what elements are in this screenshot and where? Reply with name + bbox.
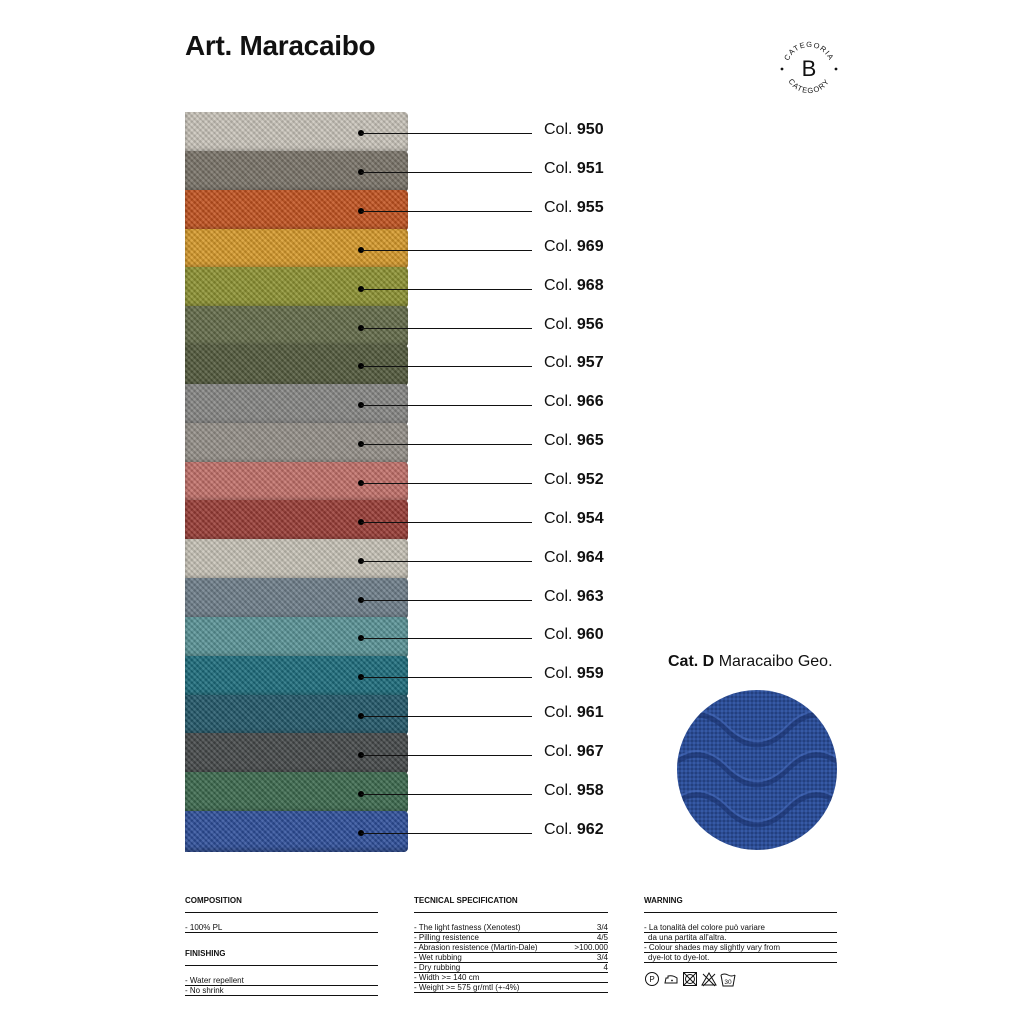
wash-30-icon	[720, 971, 736, 987]
fabric-swatch	[185, 695, 408, 736]
fabric-swatch	[185, 733, 408, 774]
leader-line	[361, 366, 532, 367]
cat-d-bold: Cat. D	[668, 653, 715, 670]
leader-line	[361, 522, 532, 523]
leader-line	[361, 483, 532, 484]
warning-line: - Colour shades may slightly vary from	[644, 943, 837, 953]
no-bleach-icon	[701, 971, 717, 987]
technical-row: - Pilling resistence 4/5	[414, 933, 608, 942]
fabric-swatch	[185, 500, 408, 541]
leader-line	[361, 211, 532, 212]
leader-line	[361, 600, 532, 601]
leader-line	[361, 328, 532, 329]
iron-low-icon	[663, 971, 679, 987]
color-code-label: Col. 959	[544, 665, 604, 683]
fabric-swatch	[185, 772, 408, 813]
technical-row: - Width >= 140 cm	[414, 973, 608, 983]
leader-line	[361, 677, 532, 678]
color-code-label: Col. 952	[544, 471, 604, 488]
swatch-strip	[185, 112, 408, 850]
technical-row: - Wet rubbing 3/4	[414, 953, 608, 962]
fabric-swatch	[185, 306, 408, 347]
composition-heading: COMPOSITION	[185, 896, 378, 913]
technical-row: - Dry rubbing 4	[414, 963, 608, 972]
warning-heading: WARNING	[644, 896, 837, 913]
fabric-swatch	[185, 229, 408, 270]
leader-line	[361, 794, 532, 795]
color-code-label: Col. 960	[544, 626, 604, 644]
color-code-label: Col. 956	[544, 315, 604, 333]
leader-line	[361, 444, 532, 445]
color-code-label: Col. 969	[544, 237, 604, 255]
page-title: Art. Maracaibo	[185, 30, 376, 61]
fabric-swatch	[185, 151, 408, 192]
care-symbols	[644, 971, 736, 987]
cat-d-name: Maracaibo Geo.	[718, 653, 833, 670]
color-code-label: Col. 965	[544, 432, 604, 450]
fabric-swatch	[185, 267, 408, 308]
fabric-swatch	[185, 423, 408, 464]
leader-line	[361, 289, 532, 290]
cat-d-title	[668, 653, 833, 671]
color-code-label: Col. 967	[544, 742, 604, 760]
fabric-swatch	[185, 345, 408, 386]
technical-row: - The light fastness (Xenotest) 3/4	[414, 923, 608, 932]
technical-row: - Abrasion resistence (Martin-Dale) >100.000	[414, 943, 608, 952]
warning-line: - La tonalità del colore può variare	[644, 923, 837, 933]
color-code-label: Col. 962	[544, 820, 604, 838]
leader-line	[361, 172, 532, 173]
leader-line	[361, 716, 532, 717]
category-bottom-text: CATEGORY	[786, 76, 832, 96]
category-letter: B	[801, 56, 817, 81]
category-top-text: CATEGORIA	[782, 39, 836, 63]
finishing-section	[185, 949, 378, 996]
leader-line	[361, 405, 532, 406]
finishing-item: - No shrink	[185, 986, 378, 996]
color-code-label: Col. 963	[544, 587, 604, 605]
geo-fabric-swatch	[677, 690, 837, 850]
color-code-label: Col. 966	[544, 393, 604, 411]
technical-row: - Weight >= 575 gr/mtl (+-4%)	[414, 983, 608, 993]
finishing-heading: FINISHING	[185, 949, 378, 966]
dry-clean-p-icon	[644, 971, 660, 987]
leader-line	[361, 833, 532, 834]
leader-line	[361, 561, 532, 562]
color-code-label: Col. 950	[544, 121, 604, 139]
warning-section	[644, 896, 837, 963]
fabric-swatch	[185, 617, 408, 658]
finishing-item: - Water repellent	[185, 976, 378, 986]
color-code-label: Col. 957	[544, 354, 604, 372]
color-code-label: Col. 951	[544, 160, 604, 178]
color-code-label: Col. 955	[544, 199, 604, 217]
color-code-label: Col. 961	[544, 704, 604, 722]
fabric-swatch	[185, 462, 408, 503]
fabric-swatch	[185, 190, 408, 231]
color-code-label: Col. 968	[544, 276, 604, 294]
fabric-swatch	[185, 384, 408, 425]
technical-section	[414, 896, 608, 993]
fabric-swatch	[185, 578, 408, 619]
no-tumble-dry-icon	[682, 971, 698, 987]
svg-text:P: P	[649, 975, 655, 984]
fabric-swatch	[185, 656, 408, 697]
color-code-label: Col. 964	[544, 548, 604, 566]
composition-section	[185, 896, 378, 933]
leader-line	[361, 638, 532, 639]
composition-item: - 100% PL	[185, 923, 378, 933]
warning-line: dye-lot to dye-lot.	[644, 953, 837, 963]
technical-rows	[414, 923, 608, 993]
leader-line	[361, 755, 532, 756]
leader-line	[361, 250, 532, 251]
fabric-swatch	[185, 112, 408, 153]
warning-line: da una partita all'altra.	[644, 933, 837, 943]
technical-heading: TECNICAL SPECIFICATION	[414, 896, 608, 913]
category-badge	[778, 38, 840, 100]
color-code-label: Col. 954	[544, 509, 604, 527]
leader-line	[361, 133, 532, 134]
wash-temp: 30	[724, 979, 732, 986]
fabric-swatch	[185, 811, 408, 852]
fabric-swatch	[185, 539, 408, 580]
color-code-label: Col. 958	[544, 781, 604, 799]
